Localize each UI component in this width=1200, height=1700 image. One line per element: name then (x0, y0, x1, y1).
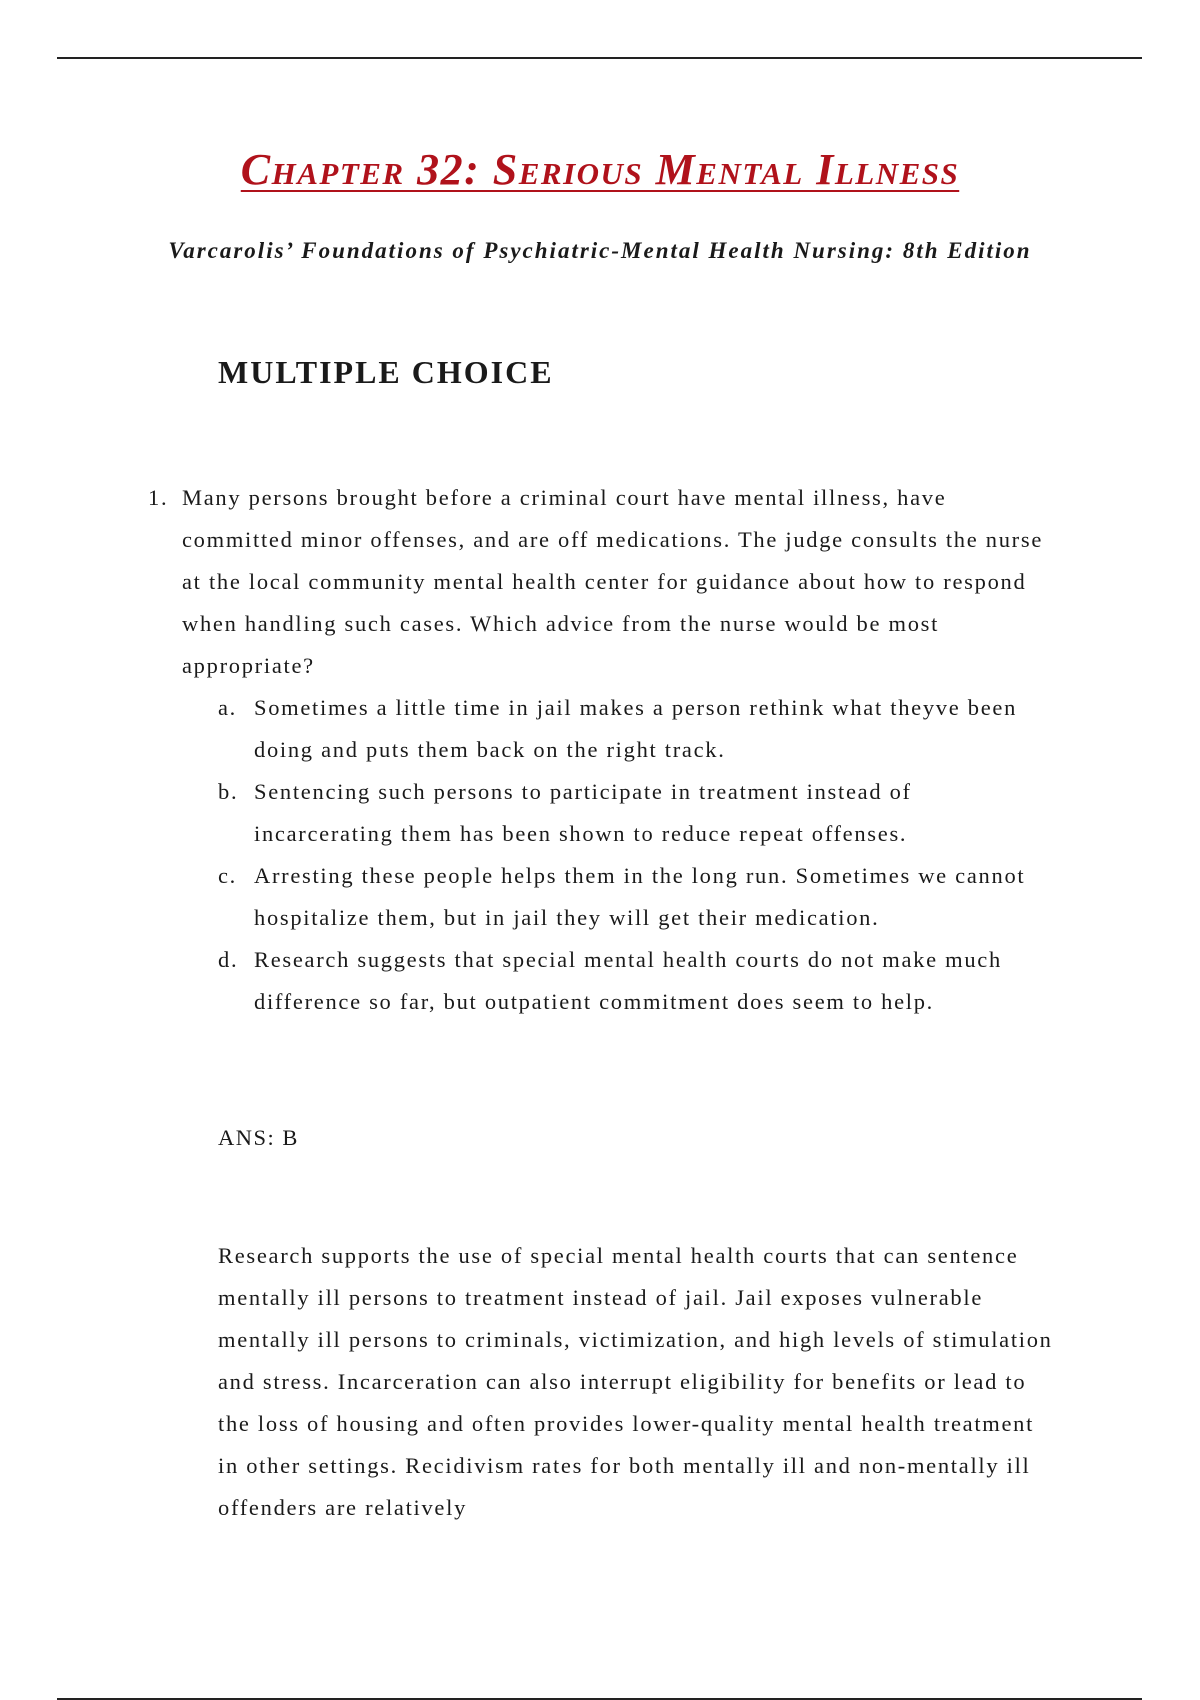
option-letter: a. (218, 695, 238, 720)
option-letter: d. (218, 947, 239, 972)
top-rule (57, 57, 1142, 59)
option-text: Arresting these people helps them in the long run. Sometimes we cannot hospitalize them, but in jail they will get their medication. (254, 863, 1026, 930)
answer-option-a (218, 687, 1058, 771)
question-number: 1. (148, 485, 169, 510)
section-heading: MULTIPLE CHOICE (218, 354, 554, 390)
answer-option-d (218, 939, 1058, 1023)
option-letter: b. (218, 779, 239, 804)
option-letter: c. (218, 863, 238, 888)
rationale-text: Research supports the use of special mental health courts that can sentence mentally ill persons to treatment instead of jail. Jail exposes vulnerable mentally ill persons to criminals, victimization, and high levels of stimulation and stress. Incarceration can also interrupt eligibility for benefits or lead to the loss of housing and often provides lower-quality mental health treatment in other settings. Recidivism rates for both mentally ill and non-mentally ill offenders are relatively (218, 1243, 1053, 1520)
option-text: Research suggests that special mental health courts do not make much difference so far, but outpatient commitment does seem to help. (254, 947, 1002, 1014)
answer-key: ANS: B (218, 1125, 299, 1150)
answer-option-c (218, 855, 1058, 939)
book-subtitle: Varcarolis’ Foundations of Psychiatric-Mental Health Nursing: 8th Edition (168, 238, 1032, 263)
chapter-title: Chapter 32: Serious Mental Illness (240, 145, 960, 194)
option-text: Sometimes a little time in jail makes a person rethink what theyve been doing and puts them back on the right track. (254, 695, 1018, 762)
question-stem: Many persons brought before a criminal court have mental illness, have committed minor offenses, and are off medications. The judge consults the nurse at the local community mental health center for guidance about how to respond when handling such cases. Which advice from the nurse would be most appropriate? (182, 485, 1044, 678)
question-block (148, 477, 1058, 1023)
option-text: Sentencing such persons to participate in treatment instead of incarcerating them has been shown to reduce repeat offenses. (254, 779, 912, 846)
answer-option-b (218, 771, 1058, 855)
